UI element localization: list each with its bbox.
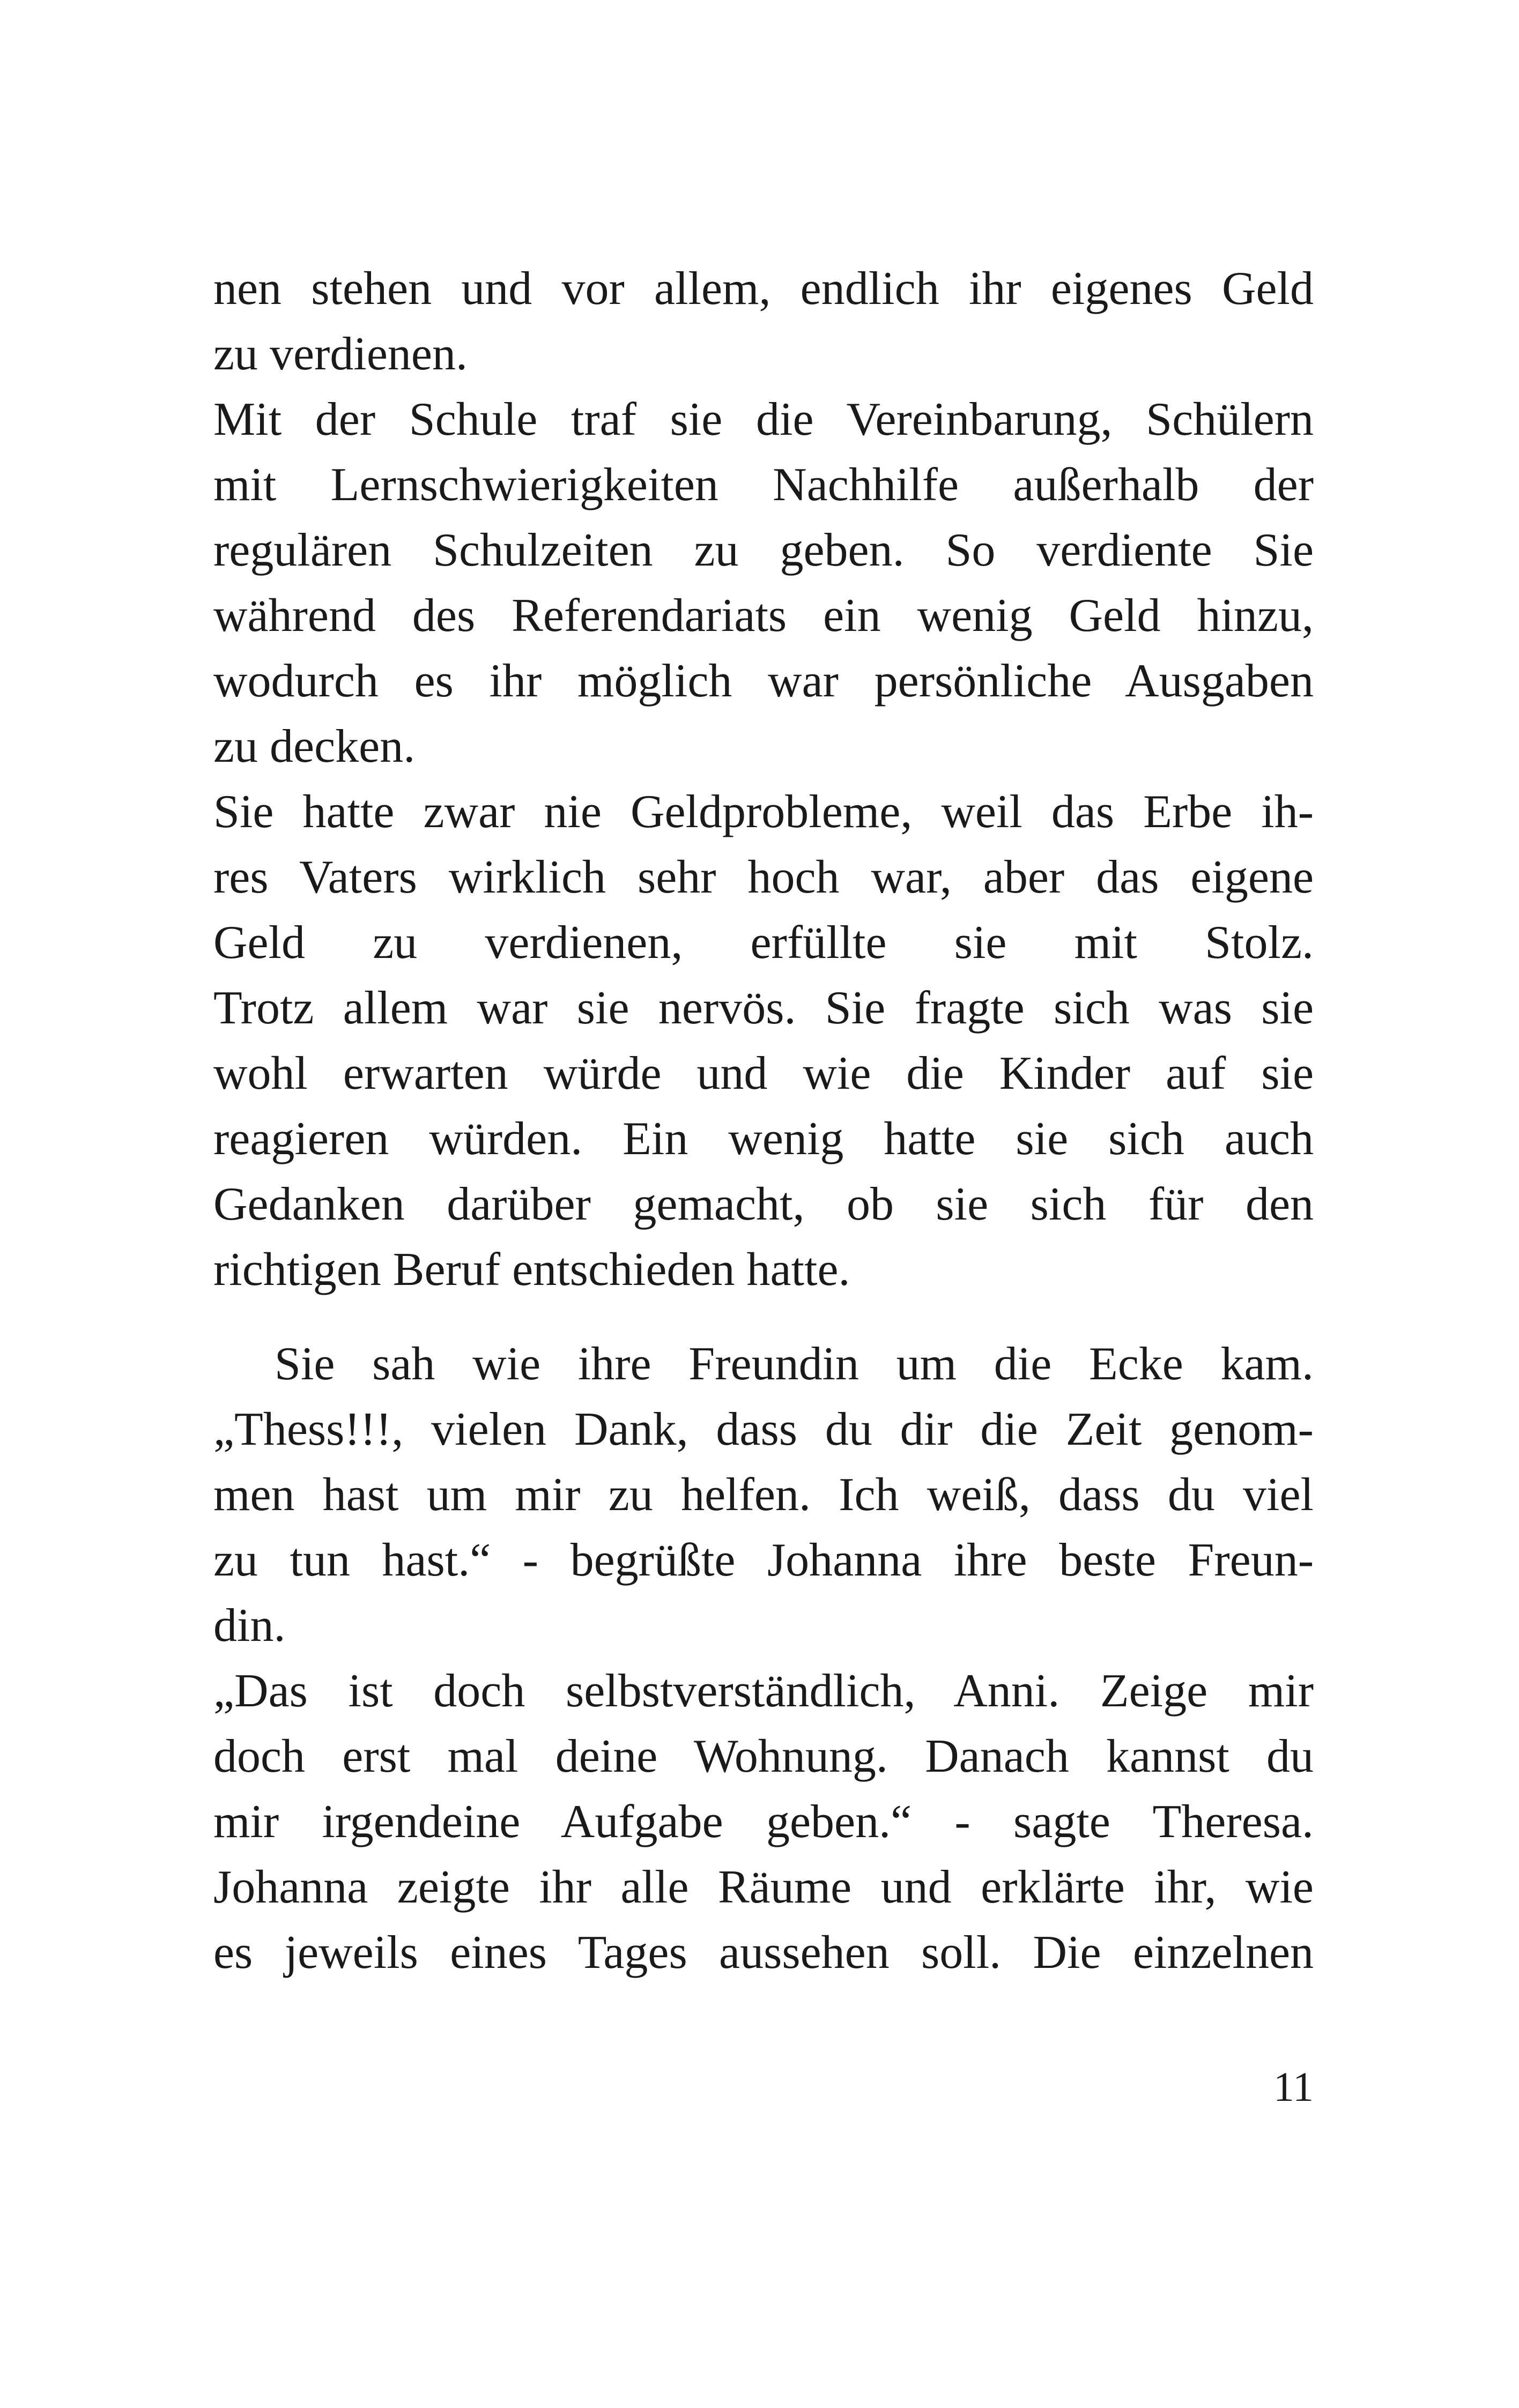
text-line: Johanna zeigte ihr alle Räume und erklärte ihr, wie — [213, 1861, 1314, 1913]
text-line: wodurch es ihr möglich war persönliche Ausgaben — [213, 655, 1314, 707]
text-line: es jeweils eines Tages aussehen soll. Die einzelnen — [213, 1927, 1314, 1979]
text-line: Sie hatte zwar nie Geldprobleme, weil das Erbe ih- — [213, 786, 1314, 838]
text-line: zu verdienen. — [213, 328, 468, 380]
text-line: „Das ist doch selbstverständlich, Anni. Zeige mir — [213, 1665, 1314, 1717]
text-line: res Vaters wirklich sehr hoch war, aber das eigene — [213, 851, 1314, 903]
text-line: während des Referendariats ein wenig Geld hinzu, — [213, 590, 1314, 642]
text-line: regulären Schulzeiten zu geben. So verdiente Sie — [213, 524, 1314, 576]
text-line: doch erst mal deine Wohnung. Danach kannst du — [213, 1730, 1314, 1782]
body-text — [213, 256, 1314, 1986]
text-line: Trotz allem war sie nervös. Sie fragte sich was sie — [213, 982, 1314, 1034]
paragraph — [213, 256, 1314, 1303]
text-line: Geld zu verdienen, erfüllte sie mit Stolz. — [213, 917, 1314, 969]
text-line: mir irgendeine Aufgabe geben.“ - sagte Theresa. — [213, 1796, 1314, 1848]
text-line: zu tun hast.“ - begrüßte Johanna ihre beste Freun- — [213, 1534, 1314, 1586]
text-line: Mit der Schule traf sie die Vereinbarung, Schülern — [213, 393, 1314, 445]
text-line: men hast um mir zu helfen. Ich weiß, dass du viel — [213, 1469, 1314, 1521]
text-line: Gedanken darüber gemacht, ob sie sich für den — [213, 1178, 1314, 1230]
text-line: „Thess!!!, vielen Dank, dass du dir die Zeit genom- — [213, 1403, 1314, 1455]
text-line: wohl erwarten würde und wie die Kinder auf sie — [213, 1047, 1314, 1099]
paragraph — [213, 1332, 1314, 1986]
text-line: nen stehen und vor allem, endlich ihr eigenes Geld — [213, 263, 1314, 315]
text-line: richtigen Beruf entschieden hatte. — [213, 1244, 850, 1296]
page-number: 11 — [1273, 2063, 1314, 2110]
paragraph-gap — [213, 1303, 1314, 1332]
text-line: mit Lernschwierigkeiten Nachhilfe außerhalb der — [213, 459, 1314, 511]
text-line: zu decken. — [213, 720, 416, 772]
text-line: Sie sah wie ihre Freundin um die Ecke kam. — [275, 1338, 1314, 1390]
text-line: reagieren würden. Ein wenig hatte sie sich auch — [213, 1113, 1314, 1165]
text-line: din. — [213, 1600, 286, 1652]
